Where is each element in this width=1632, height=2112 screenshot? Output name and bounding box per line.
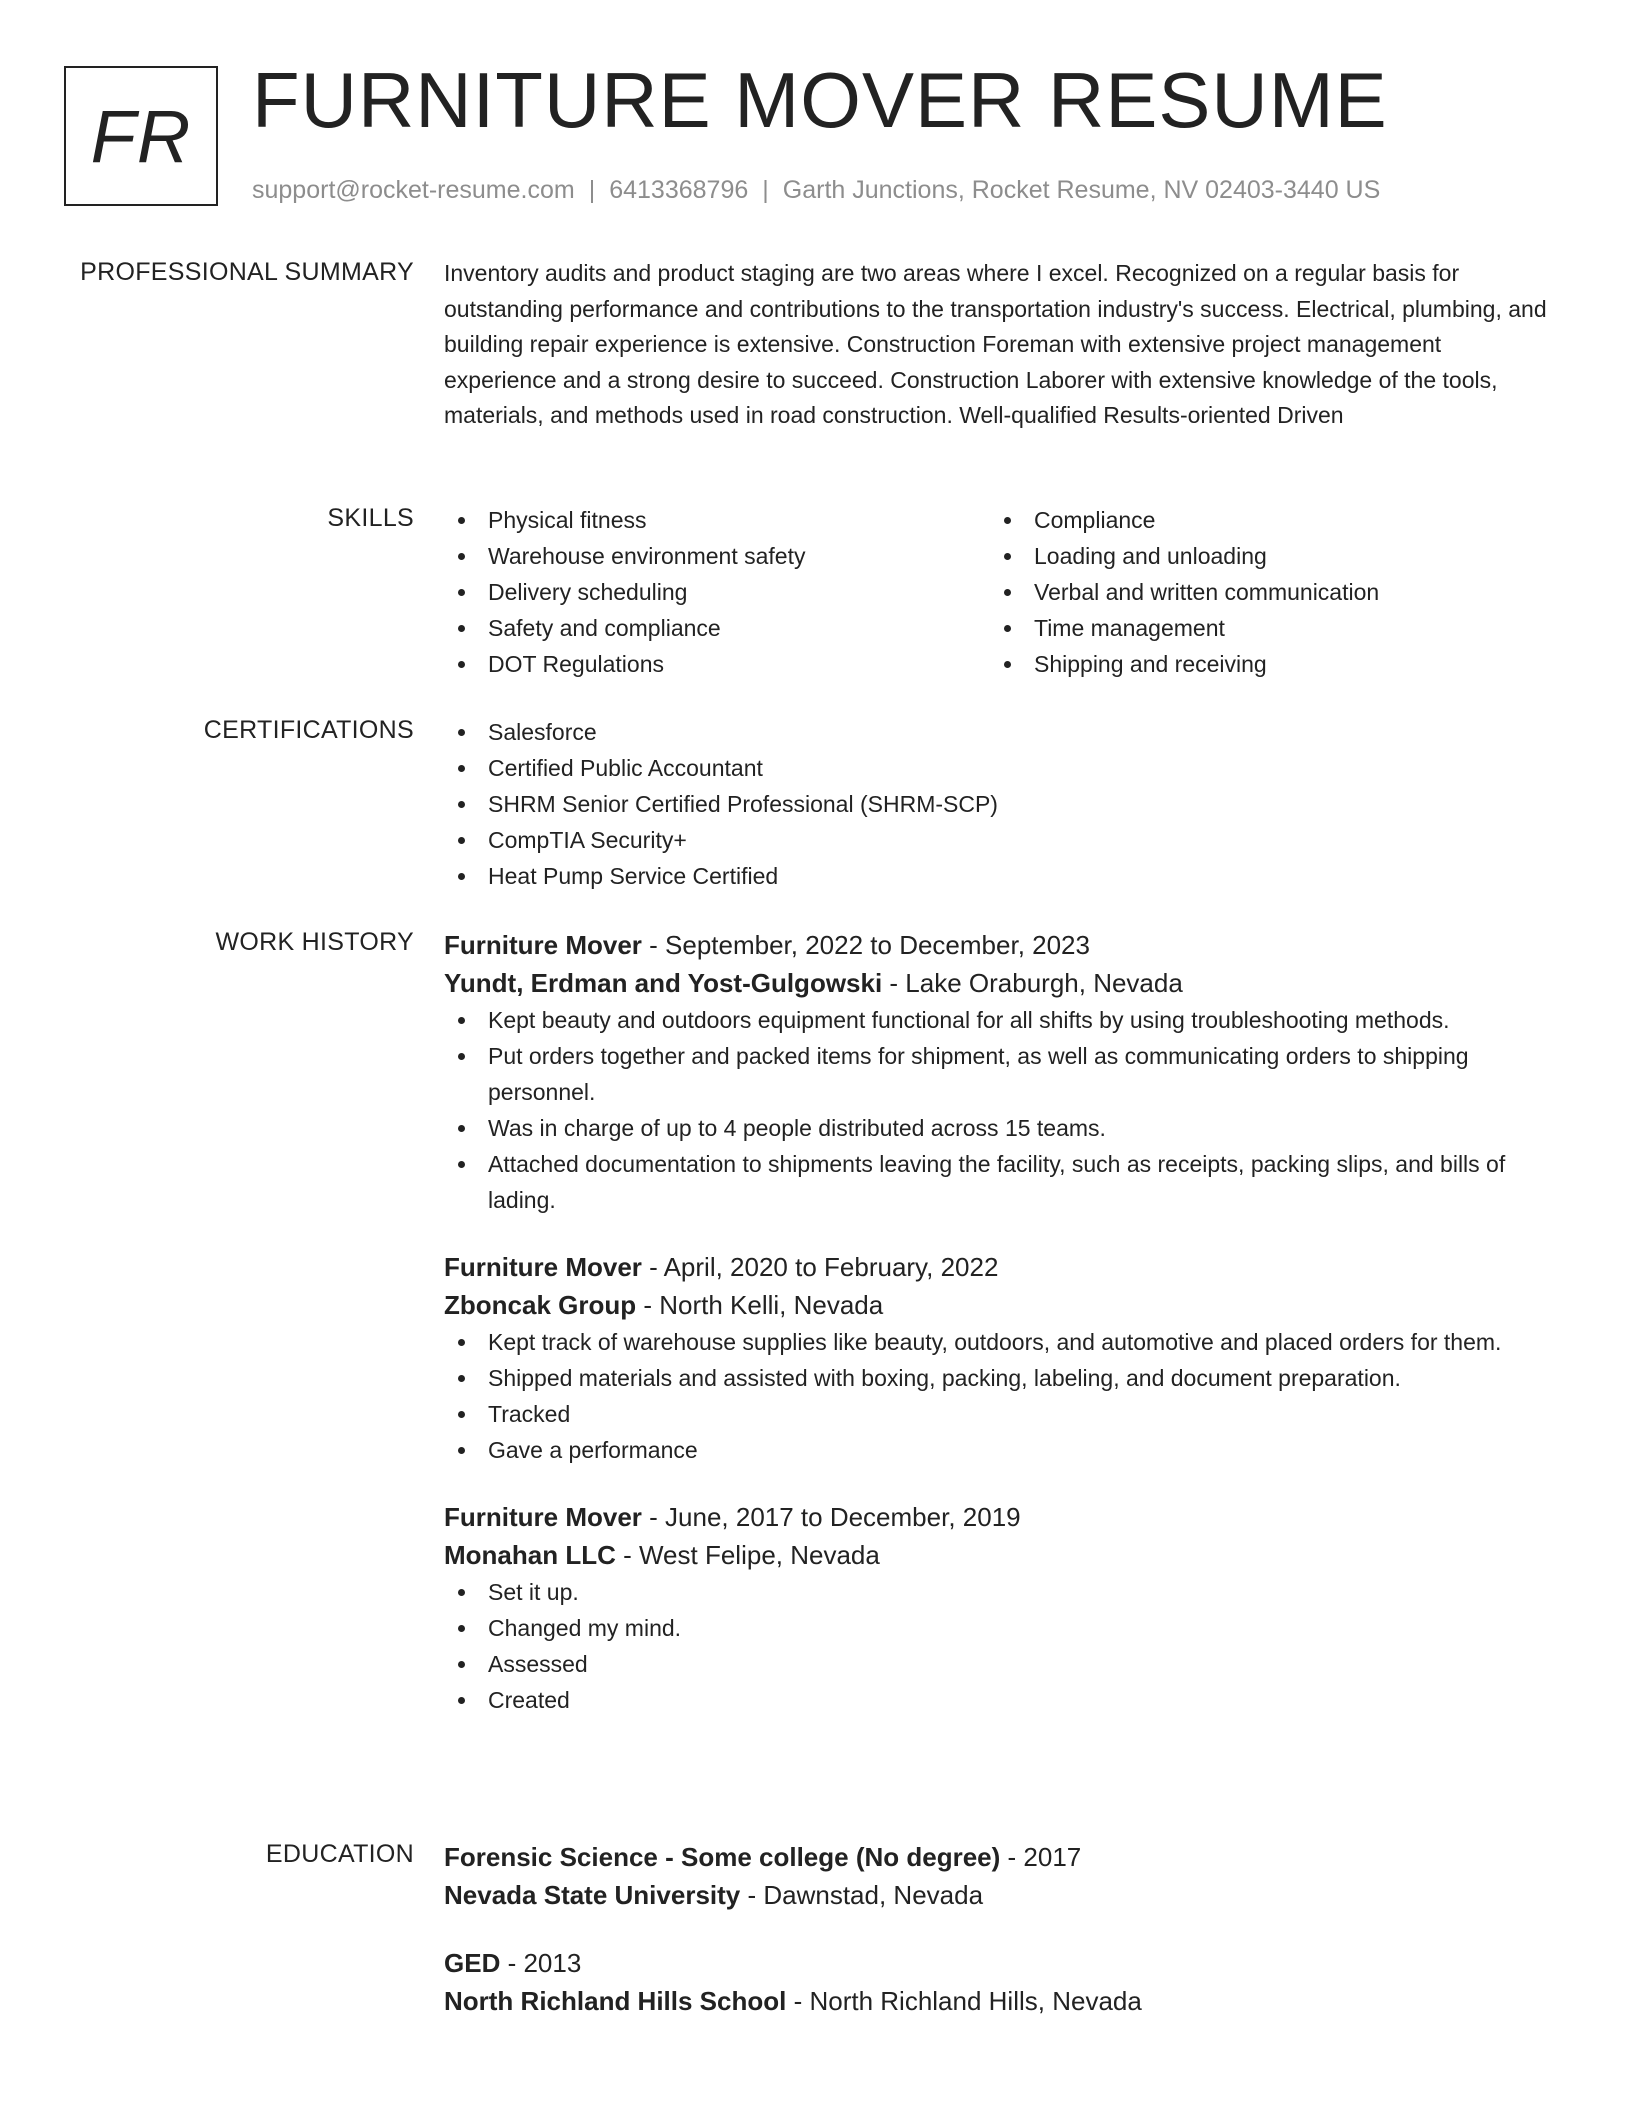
skill-item: Safety and compliance xyxy=(444,610,990,646)
job-bullet: Kept track of warehouse supplies like beauty, outdoors, and automotive and placed orders for them. xyxy=(444,1324,1556,1360)
contact-email[interactable]: support@rocket-resume.com xyxy=(252,176,575,204)
job-company-line xyxy=(444,1536,1556,1574)
job-bullet: Was in charge of up to 4 people distributed across 15 teams. xyxy=(444,1110,1556,1146)
job-bullet: Tracked xyxy=(444,1396,1556,1432)
education-entry xyxy=(444,1838,1556,1914)
job-company-line xyxy=(444,964,1556,1002)
job-company-line xyxy=(444,1286,1556,1324)
resume-title: FURNITURE MOVER RESUME xyxy=(252,56,1388,144)
job-title-line xyxy=(444,1498,1556,1536)
skill-item: Warehouse environment safety xyxy=(444,538,990,574)
section-label-education: EDUCATION xyxy=(265,1840,414,1868)
job-title: Furniture Mover xyxy=(444,1252,642,1282)
skill-item: DOT Regulations xyxy=(444,646,990,682)
section-label-skills: SKILLS xyxy=(327,504,414,532)
education-entry xyxy=(444,1944,1556,2020)
certifications-body xyxy=(444,714,1556,894)
education-year: - 2017 xyxy=(1000,1842,1082,1872)
job-title-line xyxy=(444,926,1556,964)
skills-body xyxy=(444,502,1556,682)
job-bullets xyxy=(444,1574,1556,1718)
job-title: Furniture Mover xyxy=(444,1502,642,1532)
job-bullet: Assessed xyxy=(444,1646,1556,1682)
skill-item: Physical fitness xyxy=(444,502,990,538)
job-bullets xyxy=(444,1324,1556,1468)
education-school: Nevada State University xyxy=(444,1880,741,1910)
job-title: Furniture Mover xyxy=(444,930,642,960)
education-year: - 2013 xyxy=(500,1948,582,1978)
education-degree: GED xyxy=(444,1948,501,1978)
monogram-logo: FR xyxy=(64,66,218,206)
education-location: - North Richland Hills, Nevada xyxy=(786,1986,1142,2016)
education-location: - Dawnstad, Nevada xyxy=(740,1880,984,1910)
certification-item: SHRM Senior Certified Professional (SHRM-SCP) xyxy=(444,786,1556,822)
certifications-list xyxy=(444,714,1556,894)
education-school-line xyxy=(444,1876,1556,1914)
job-bullet: Put orders together and packed items for shipment, as well as communicating orders to shipping personnel. xyxy=(444,1038,1556,1110)
skill-item: Compliance xyxy=(990,502,1536,538)
job-dates: - April, 2020 to February, 2022 xyxy=(641,1252,999,1282)
job-bullet: Gave a performance xyxy=(444,1432,1556,1468)
job-location: - North Kelli, Nevada xyxy=(636,1290,884,1320)
job-entry xyxy=(444,1248,1556,1468)
skill-item: Time management xyxy=(990,610,1536,646)
job-dates: - June, 2017 to December, 2019 xyxy=(641,1502,1021,1532)
certification-item: Salesforce xyxy=(444,714,1556,750)
education-degree: Forensic Science - Some college (No degree) xyxy=(444,1842,1001,1872)
job-bullet: Attached documentation to shipments leaving the facility, such as receipts, packing slips, and bills of lading. xyxy=(444,1146,1556,1218)
job-location: - Lake Oraburgh, Nevada xyxy=(882,968,1183,998)
skills-list-right xyxy=(990,502,1536,682)
skill-item: Verbal and written communication xyxy=(990,574,1536,610)
job-bullet: Shipped materials and assisted with boxing, packing, labeling, and document preparation. xyxy=(444,1360,1556,1396)
job-company: Monahan LLC xyxy=(444,1540,616,1570)
education-degree-line xyxy=(444,1944,1556,1982)
job-dates: - September, 2022 to December, 2023 xyxy=(641,930,1090,960)
section-label-summary: PROFESSIONAL SUMMARY xyxy=(80,258,414,286)
certification-item: Certified Public Accountant xyxy=(444,750,1556,786)
summary-text: Inventory audits and product staging are two areas where I excel. Recognized on a regular basis for outstanding performance and contributions to the transportation industry's success. Electrical, plumbing, and building repair experience is extensive. Construction Foreman with extensive project management experience and a strong desire to succeed. Construction Laborer with extensive knowledge of the tools, materials, and methods used in road construction. Well-qualified Results-oriented Driven xyxy=(444,260,1547,429)
job-bullet: Set it up. xyxy=(444,1574,1556,1610)
contact-separator: | xyxy=(762,176,769,204)
skills-list-left xyxy=(444,502,990,682)
contact-address: Garth Junctions, Rocket Resume, NV 02403-3440 US xyxy=(782,176,1381,204)
job-title-line xyxy=(444,1248,1556,1286)
job-bullet: Created xyxy=(444,1682,1556,1718)
education-degree-line xyxy=(444,1838,1556,1876)
job-company: Zboncak Group xyxy=(444,1290,637,1320)
work-history-body xyxy=(444,926,1556,1748)
skill-item: Shipping and receiving xyxy=(990,646,1536,682)
contact-line xyxy=(252,174,1380,206)
section-label-work-history: WORK HISTORY xyxy=(215,928,414,956)
contact-separator: | xyxy=(588,176,596,204)
skill-item: Loading and unloading xyxy=(990,538,1536,574)
skill-item: Delivery scheduling xyxy=(444,574,990,610)
education-school: North Richland Hills School xyxy=(444,1986,787,2016)
job-bullets xyxy=(444,1002,1556,1218)
education-body xyxy=(444,1838,1556,2050)
job-bullet: Changed my mind. xyxy=(444,1610,1556,1646)
education-school-line xyxy=(444,1982,1556,2020)
job-company: Yundt, Erdman and Yost-Gulgowski xyxy=(444,968,883,998)
certification-item: CompTIA Security+ xyxy=(444,822,1556,858)
job-location: - West Felipe, Nevada xyxy=(615,1540,880,1570)
job-entry xyxy=(444,1498,1556,1718)
job-bullet: Kept beauty and outdoors equipment functional for all shifts by using troubleshooting methods. xyxy=(444,1002,1556,1038)
contact-phone[interactable]: 6413368796 xyxy=(609,176,749,204)
job-entry xyxy=(444,926,1556,1218)
section-label-certifications: CERTIFICATIONS xyxy=(203,716,414,744)
certification-item: Heat Pump Service Certified xyxy=(444,858,1556,894)
